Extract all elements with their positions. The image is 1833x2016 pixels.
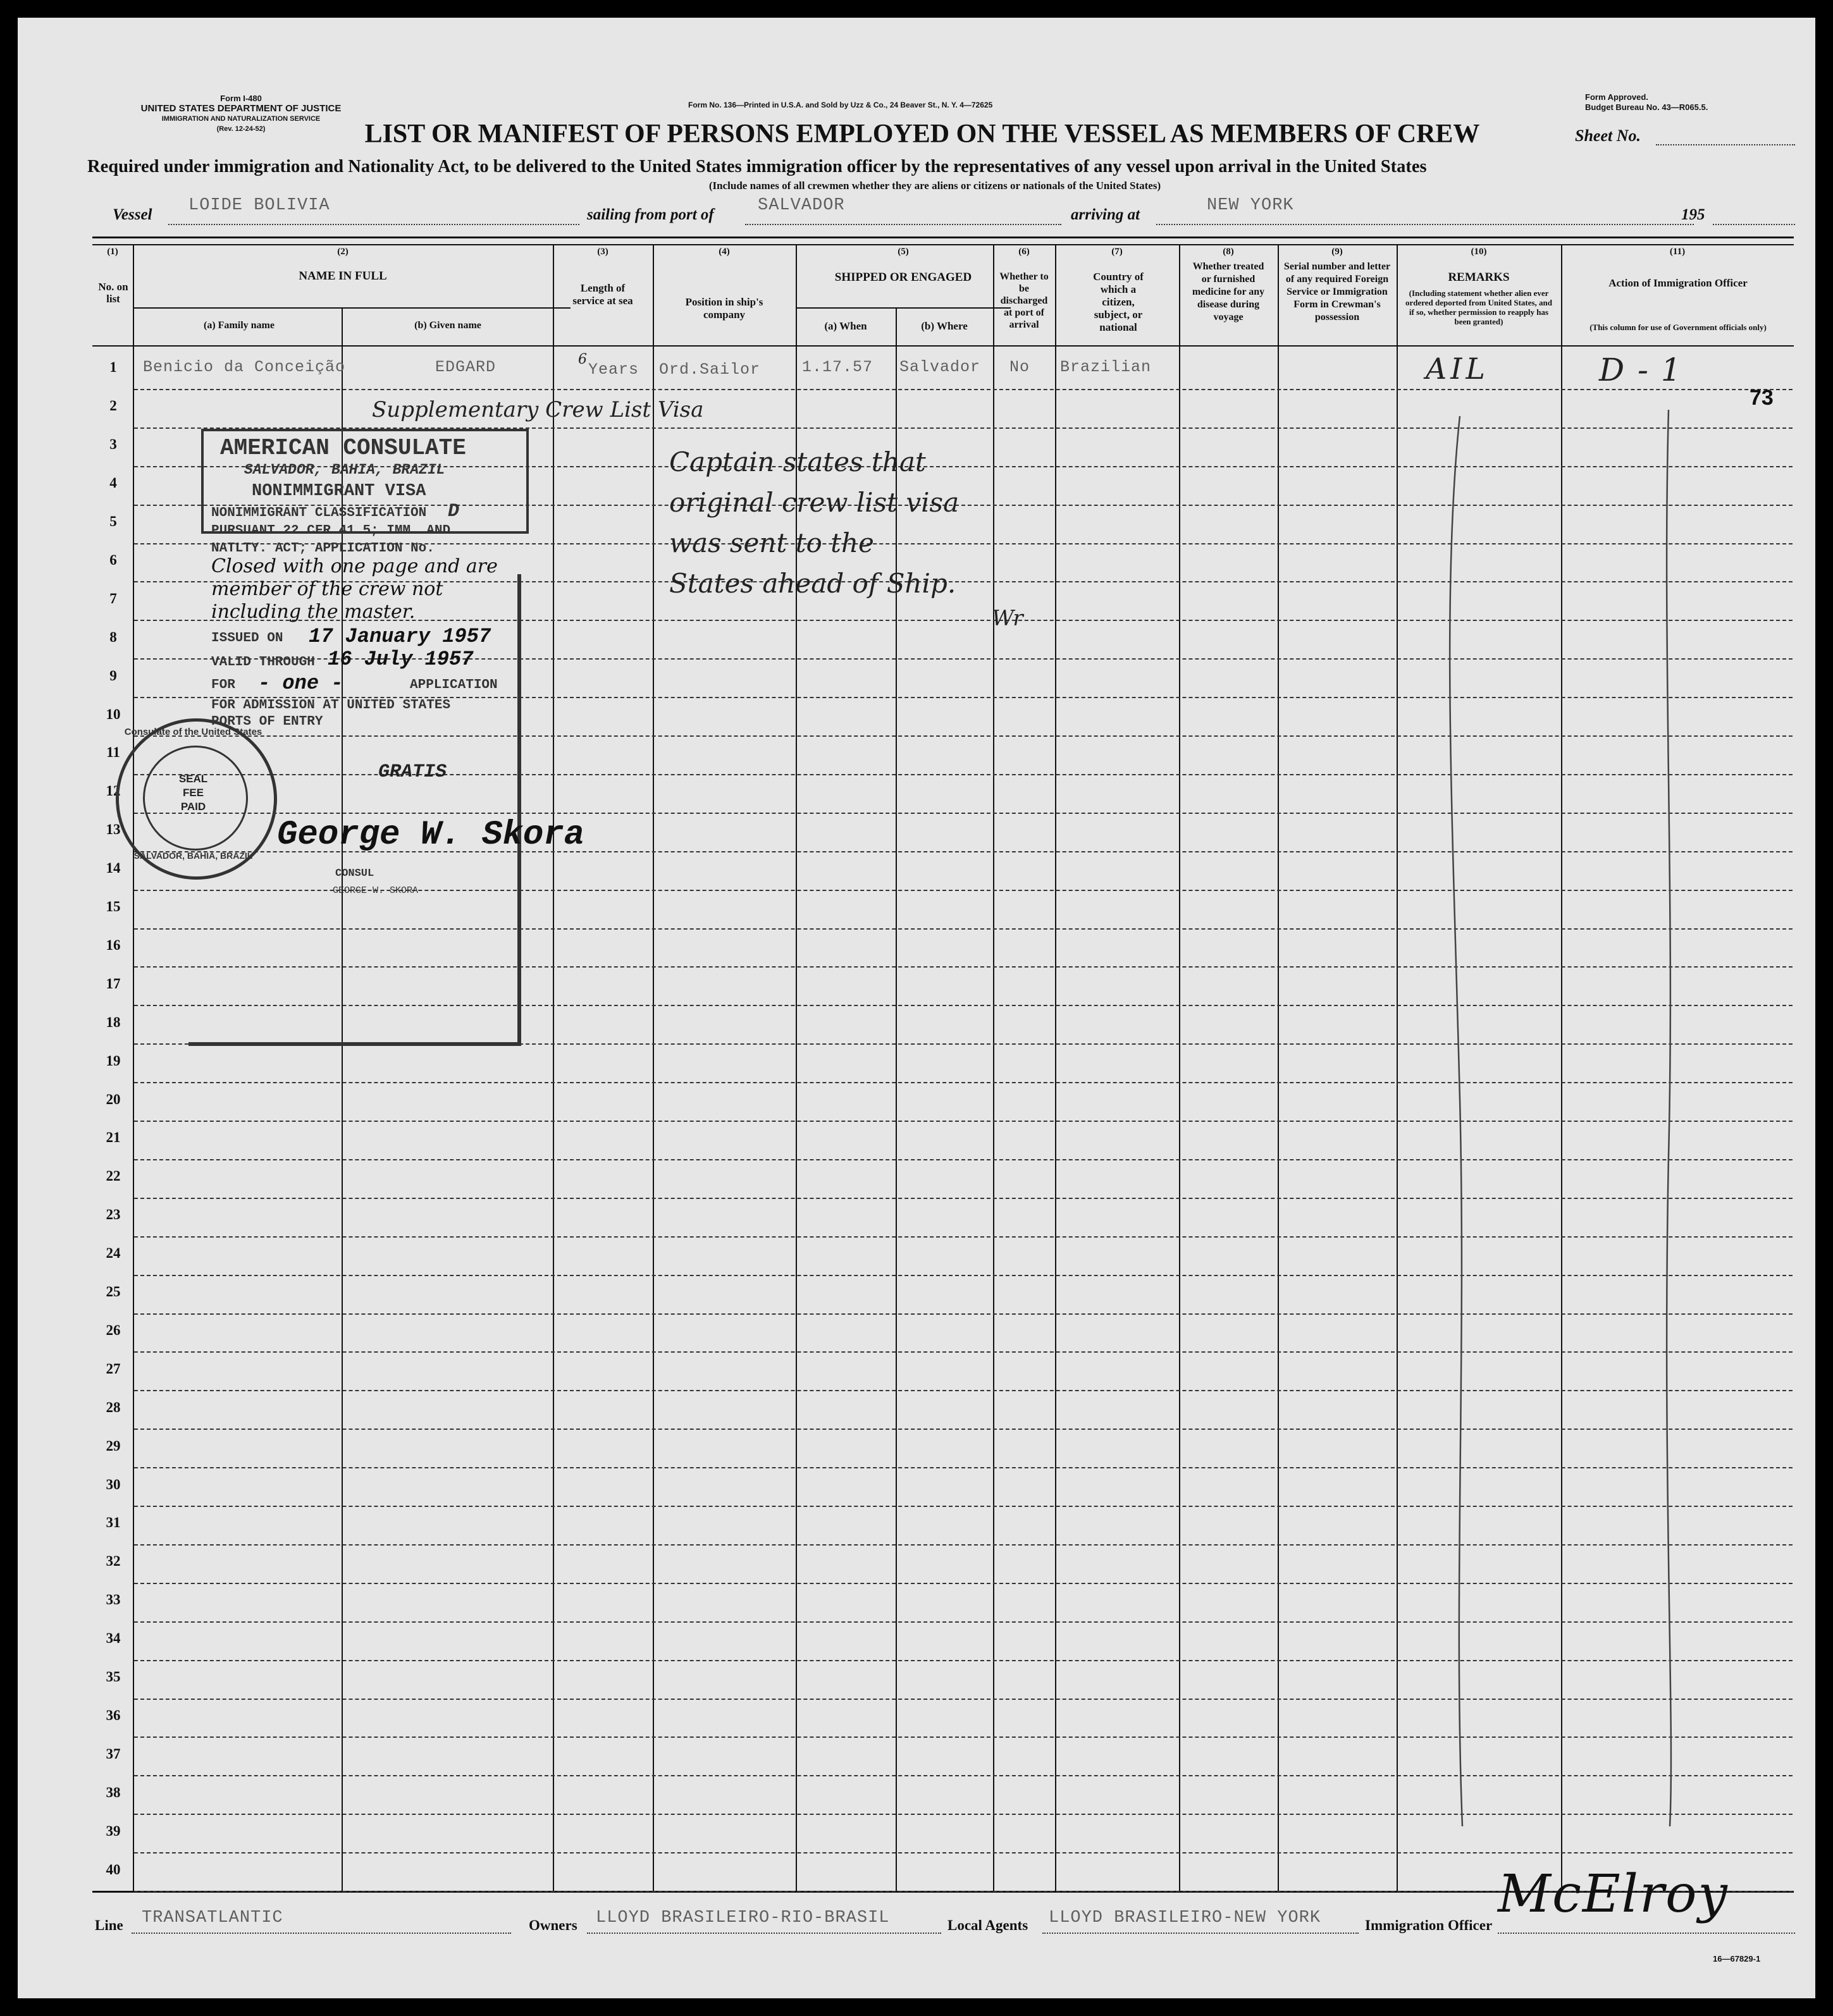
row-number: 38 <box>106 1784 121 1800</box>
footer-agents-blank <box>1042 1933 1359 1934</box>
footer-owners-label: Owners <box>529 1917 577 1933</box>
stamp-consulate: AMERICAN CONSULATE <box>220 435 466 461</box>
row-number: 18 <box>106 1014 121 1030</box>
row-number: 1 <box>109 359 117 376</box>
entry-remarks: AIL <box>1426 352 1489 386</box>
seal-outer-text: Consulate of the United States <box>124 727 262 737</box>
col-4-num: (4) <box>719 247 730 257</box>
budget-bureau: Budget Bureau No. 43—R065.5. <box>1585 102 1708 112</box>
form-number: Form I-480 <box>220 94 262 103</box>
col-11-header: Action of Immigration Officer <box>1608 277 1748 289</box>
handwritten-note-4: States ahead of Ship. <box>669 568 956 599</box>
sailing-blank <box>745 224 1061 225</box>
row-number: 12 <box>106 783 121 799</box>
action-ditto-line <box>1631 397 1694 1845</box>
row-divider <box>134 1467 1793 1468</box>
remarks-ditto-line <box>1435 403 1485 1839</box>
row-number: 36 <box>106 1707 121 1723</box>
row-divider <box>134 1121 1793 1122</box>
handwritten-note-2: original crew list visa <box>669 487 960 518</box>
row-number: 6 <box>109 551 117 568</box>
footer-owners-value: LLOYD BRASILEIRO-RIO-BRASIL <box>596 1908 890 1927</box>
row-divider <box>134 1429 1793 1430</box>
col-1-header: No. on list <box>98 281 128 305</box>
entry-action: D-1 <box>1599 352 1694 388</box>
row-number: 23 <box>106 1207 121 1223</box>
row-number: 25 <box>106 1284 121 1300</box>
page-title: LIST OR MANIFEST OF PERSONS EMPLOYED ON THE VESSEL AS MEMBERS OF CREW <box>364 120 1480 149</box>
col-8-header: Whether treated or furnished medicine for any disease during voyage <box>1192 261 1265 323</box>
arriving-blank <box>1156 224 1694 225</box>
stamp-consul: CONSUL <box>335 868 374 880</box>
col-5-num: (5) <box>898 247 909 257</box>
stamp-right-edge <box>517 574 521 1042</box>
row-divider <box>134 1736 1793 1738</box>
sheet-blank <box>1656 144 1795 145</box>
row-number: 10 <box>106 706 121 722</box>
row-number: 15 <box>106 899 121 915</box>
col-5a-header: (a) When <box>824 320 867 332</box>
footer-officer-label: Immigration Officer <box>1365 1917 1493 1933</box>
sailing-label: sailing from port of <box>587 206 714 223</box>
row-divider <box>134 1198 1793 1199</box>
row-divider <box>134 1544 1793 1546</box>
manifest-sheet <box>18 18 1815 1998</box>
seal-text-2: FEE <box>182 787 204 799</box>
form-approval <box>1585 92 1800 113</box>
entry-when: 1.17.57 <box>802 358 873 376</box>
col-2-header: NAME IN FULL <box>299 269 387 283</box>
row-number: 13 <box>106 821 121 838</box>
seal-text-1: SEAL <box>178 773 208 785</box>
row-number: 40 <box>106 1861 121 1878</box>
row-number: 2 <box>109 398 117 414</box>
col-2a-header: (a) Family name <box>204 320 275 331</box>
row-number: 22 <box>106 1168 121 1184</box>
stamp-signature: George W. Skora <box>277 816 585 854</box>
col-9-num: (9) <box>1331 247 1343 257</box>
page-number: 73 <box>1750 386 1774 410</box>
col-8-num: (8) <box>1223 247 1234 257</box>
row-number: 17 <box>106 975 121 992</box>
row-number: 29 <box>106 1437 121 1454</box>
row-divider <box>134 1236 1793 1238</box>
row-divider <box>134 1082 1793 1083</box>
row-divider <box>134 1775 1793 1776</box>
col-10-header: REMARKS <box>1448 271 1510 284</box>
row-divider <box>134 1506 1793 1507</box>
year-label: 195 <box>1681 206 1705 223</box>
form-approved: Form Approved. <box>1585 92 1648 102</box>
col-10-num: (10) <box>1471 247 1487 257</box>
row-number: 37 <box>106 1745 121 1762</box>
row-number: 24 <box>106 1245 121 1262</box>
seal-bottom-text: SALVADOR, BAHIA, BRAZIL <box>133 851 253 861</box>
stamp-for-application: APPLICATION <box>410 678 498 692</box>
row-number: 14 <box>106 860 121 876</box>
col-9-header: Serial number and letter of any required Foreign Service or Immigration Form in Crewman's possession <box>1283 261 1391 323</box>
row-number: 34 <box>106 1630 121 1647</box>
row-number: 11 <box>106 744 120 761</box>
handwritten-note-1: Captain states that <box>669 446 926 477</box>
vessel-blank <box>168 224 579 225</box>
arriving-port: NEW YORK <box>1207 196 1294 215</box>
col-7-header: Country of which a citizen, subject, or national <box>1093 271 1144 333</box>
footer-officer-blank <box>1498 1933 1795 1934</box>
row-divider <box>134 1699 1793 1700</box>
seal-center <box>119 772 268 814</box>
row-divider <box>134 1390 1793 1391</box>
row-number: 39 <box>106 1822 121 1839</box>
stamp-classification-label: NONIMMIGRANT CLASSIFICATION <box>211 506 427 520</box>
row-number: 9 <box>109 667 117 684</box>
entry-service: Years <box>588 360 639 379</box>
col-11-note: (This column for use of Government officials only) <box>1589 323 1767 332</box>
footer-owners-blank <box>587 1933 941 1934</box>
col-5-header: SHIPPED OR ENGAGED <box>834 271 972 284</box>
row-number: 35 <box>106 1669 121 1685</box>
row-divider <box>134 1313 1793 1315</box>
stamp-application: NATLTY. ACT; APPLICATION No. <box>211 541 435 556</box>
row-divider <box>134 1351 1793 1353</box>
entry-given-name: EDGARD <box>435 358 497 376</box>
page-subtitle: Required under immigration and Nationality Act, to be delivered to the United States immigration officer by the representatives of any vessel upon arrival in the United States <box>87 157 1427 176</box>
row-number: 21 <box>106 1129 121 1146</box>
col-6-header: Whether to be discharged at port of arrival <box>999 271 1049 330</box>
row-divider <box>134 1583 1793 1584</box>
sheet-label: Sheet No. <box>1575 126 1641 145</box>
row-divider <box>134 1660 1793 1661</box>
row-number: 20 <box>106 1091 121 1107</box>
col-3-num: (3) <box>597 247 608 257</box>
entry-discharged: No <box>1009 358 1030 376</box>
printer-note: Form No. 136—Printed in U.S.A. and Sold by Uzz & Co., 24 Beaver St., N. Y. 4—72625 <box>688 101 993 109</box>
row-divider <box>134 1159 1793 1160</box>
revision: (Rev. 12-24-52) <box>216 125 266 133</box>
entry-country: Brazilian <box>1060 358 1152 376</box>
footer-line-label: Line <box>95 1917 123 1933</box>
stamp-consul-name: GEORGE W. SKORA <box>333 885 419 896</box>
row-divider <box>134 1814 1793 1815</box>
handwritten-supplementary: Supplementary Crew List Visa <box>372 397 704 422</box>
sailing-port: SALVADOR <box>758 196 845 215</box>
row-number: 28 <box>106 1399 121 1415</box>
row-divider <box>134 389 1793 390</box>
footer-line-value: TRANSATLANTIC <box>142 1908 283 1927</box>
consulate-seal <box>116 718 277 880</box>
stamp-classification-value: D <box>448 501 460 522</box>
stamp-for-label: FOR <box>211 678 235 692</box>
entry-family-name: Benicio da Conceição <box>143 358 346 376</box>
row-divider <box>134 1852 1793 1853</box>
row-number: 31 <box>106 1515 121 1531</box>
col-4-header: Position in ship's company <box>685 296 763 321</box>
row-number: 33 <box>106 1592 121 1608</box>
row-number: 5 <box>109 513 117 530</box>
handwritten-note-3: was sent to the <box>669 527 874 558</box>
stamp-admission: FOR ADMISSION AT UNITED STATES <box>211 698 451 713</box>
footer-agents-label: Local Agents <box>947 1917 1028 1933</box>
row-number: 3 <box>109 436 117 453</box>
row-number: 16 <box>106 937 121 953</box>
col-6-num: (6) <box>1018 247 1030 257</box>
page-subnote: (Include names of all crewmen whether they are aliens or citizens or nationals of the United States) <box>708 180 1161 192</box>
service: IMMIGRATION AND NATURALIZATION SERVICE <box>161 115 321 123</box>
vessel-name: LOIDE BOLIVIA <box>188 196 330 215</box>
col-2-num: (2) <box>337 247 349 257</box>
col-2b-header: (b) Given name <box>414 320 481 331</box>
col-7-num: (7) <box>1111 247 1123 257</box>
row-divider <box>134 1275 1793 1276</box>
entry-where: Salvador <box>899 358 981 376</box>
department: UNITED STATES DEPARTMENT OF JUSTICE <box>140 103 342 114</box>
col-10-note: (Including statement whether alien ever ordered deported from United States, and if so, whether permission to reapply has been granted) <box>1405 288 1553 326</box>
row-number: 8 <box>109 629 117 645</box>
seal-text-3: PAID <box>180 801 206 813</box>
stamp-handwritten-note: Closed with one page and are member of the crew not including the master. <box>211 555 498 623</box>
row-number: 4 <box>109 475 117 491</box>
stamp-bottom-edge <box>188 1042 521 1046</box>
col-5b-header: (b) Where <box>921 320 968 332</box>
stamp-pursuant: PURSUANT 22 CFR 41.5; IMM. AND <box>211 524 451 538</box>
row-number: 27 <box>106 1360 121 1377</box>
stamp-visa-type: NONIMMIGRANT VISA <box>252 482 426 501</box>
footer-line-blank <box>132 1933 511 1934</box>
footer-agents-value: LLOYD BRASILEIRO-NEW YORK <box>1049 1908 1321 1927</box>
footer-code: 16—67829-1 <box>1713 1954 1761 1964</box>
row-number: 7 <box>109 590 117 606</box>
footer-officer-signature: McElroy <box>1498 1864 1729 1924</box>
entry-position: Ord.Sailor <box>659 360 761 379</box>
year-blank <box>1713 224 1795 225</box>
row-number: 32 <box>106 1553 121 1570</box>
stamp-location: SALVADOR, BAHIA, BRAZIL <box>244 462 445 478</box>
col-1-num: (1) <box>107 247 118 257</box>
arriving-label: arriving at <box>1071 206 1140 223</box>
stamp-ports: PORTS OF ENTRY <box>211 715 323 729</box>
stamp-issued-label: ISSUED ON <box>211 631 283 646</box>
stamp-for-value: - one - <box>258 672 343 695</box>
row-divider <box>134 1621 1793 1623</box>
col-3-header: Length of service at sea <box>572 282 633 307</box>
stamp-valid-label: VALID THROUGH <box>211 655 315 670</box>
row-number: 19 <box>106 1052 121 1069</box>
vessel-label: Vessel <box>113 206 152 223</box>
stamp-valid-value: 16 July 1957 <box>328 648 474 671</box>
stamp-issued-value: 17 January 1957 <box>309 625 491 648</box>
row-number: 30 <box>106 1476 121 1492</box>
col-11-num: (11) <box>1669 247 1686 257</box>
row-number: 26 <box>106 1322 121 1338</box>
stamp-gratis: GRATIS <box>378 761 447 783</box>
handwritten-initials: Wr <box>992 606 1023 631</box>
entry-service-number: 6 <box>578 352 587 367</box>
